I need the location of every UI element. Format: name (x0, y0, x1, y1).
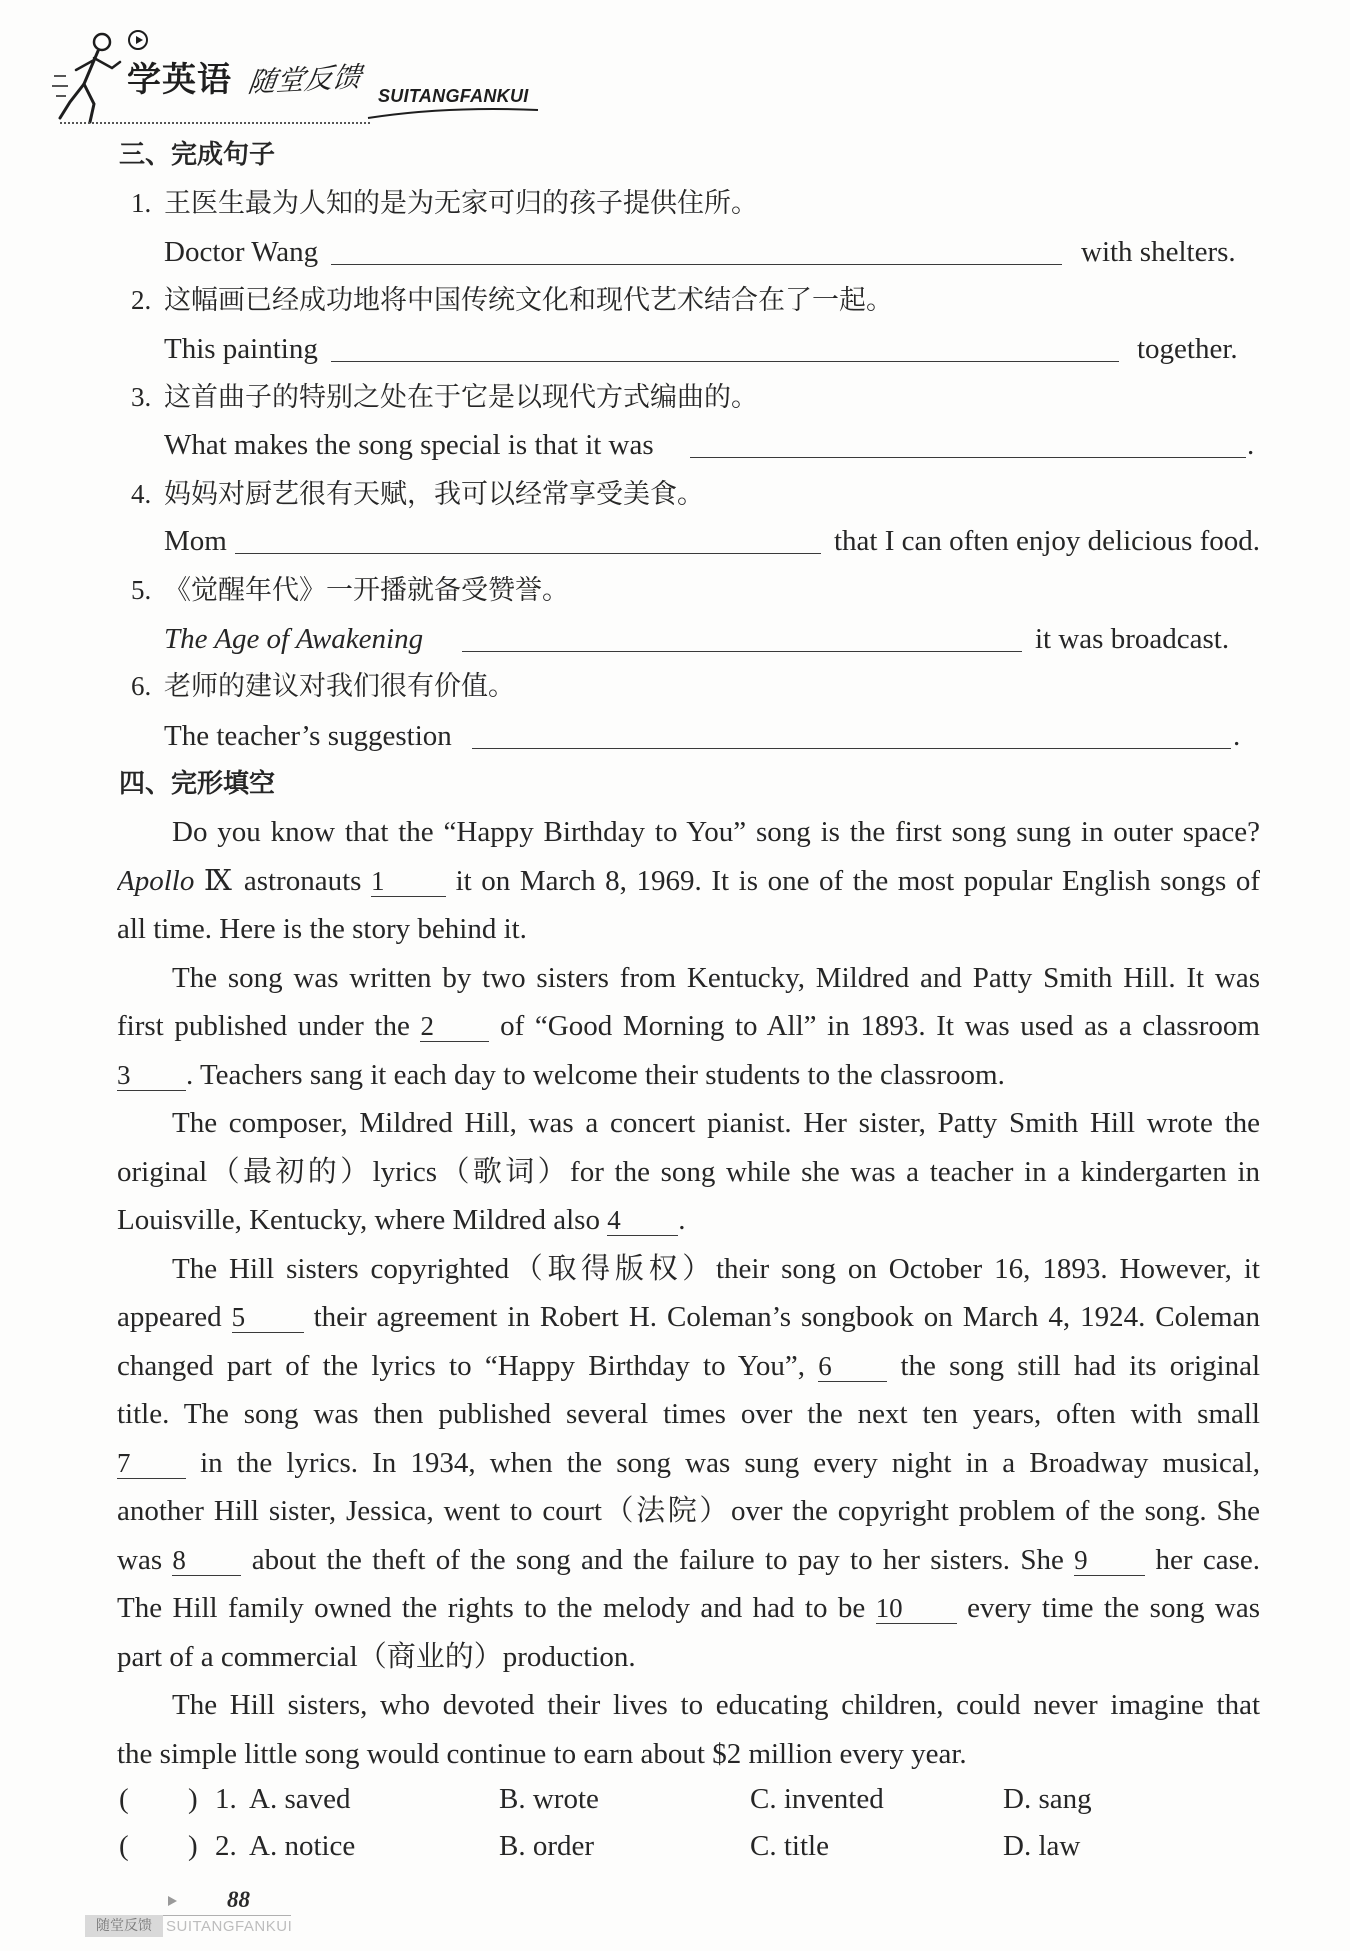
brand-pinyin: SUITANGFANKUI (378, 86, 529, 106)
item-2-chinese (0, 280, 1350, 320)
passage-line (117, 1390, 1260, 1439)
passage-line (117, 857, 1260, 906)
item-5-english (0, 619, 1350, 659)
chinese-sentence: 这幅画已经成功地将中国传统文化和现代艺术结合在了一起。 (164, 285, 893, 315)
sentence-tail: with shelters. (1081, 236, 1236, 268)
arrow-icon (168, 1896, 177, 1906)
passage-line (117, 1487, 1260, 1536)
option-row-1 (0, 1779, 1350, 1819)
item-number: 6. (131, 671, 152, 701)
sentence-tail: . (1247, 429, 1255, 461)
sentence-lead: The teacher’s suggestion (164, 720, 452, 752)
chinese-sentence: 这首曲子的特别之处在于它是以现代方式编曲的。 (164, 382, 758, 412)
chinese-sentence: 妈妈对厨艺很有天赋，我可以经常享受美食。 (164, 479, 704, 509)
passage-line (117, 1245, 1260, 1294)
passage-text: . Teachers sang it each day to welcome their students to the classroom. (186, 1058, 1005, 1091)
cloze-blank-6: 6 (818, 1351, 887, 1382)
swoosh-decoration (366, 104, 541, 122)
answer-paren-open: ( (119, 1783, 129, 1815)
page-number: 88 (227, 1887, 250, 1912)
answer-blank (462, 651, 1022, 652)
passage-text: every time the song was (956, 1592, 1260, 1624)
footer-rule (163, 1915, 291, 1916)
header-dotted-divider (60, 122, 370, 124)
item-number: 2. (131, 285, 152, 315)
sentence-tail: that I can often enjoy delicious food. (834, 525, 1261, 557)
passage-line (117, 1681, 1260, 1730)
passage-text: her case. (1145, 1543, 1260, 1576)
passage-text: Do you know that the “Happy Birthday to You” song is the first song sung in outer space? (172, 816, 1260, 848)
passage-text: the song still had its original (887, 1349, 1260, 1382)
item-1-chinese (0, 183, 1350, 223)
passage-line (117, 1148, 1260, 1197)
sentence-tail: it was broadcast. (1035, 623, 1230, 655)
play-icon (128, 30, 148, 50)
item-number: 1. (131, 188, 152, 218)
choice-c: C. invented (750, 1783, 884, 1815)
passage-text: in the lyrics. In 1934, when the song was sung every night in a Broadway musical, (186, 1446, 1260, 1479)
passage-text: all time. Here is the story behind it. (117, 913, 527, 945)
passage-text: part of a commercial（商业的）production. (117, 1640, 636, 1673)
sentence-lead: This painting (164, 333, 318, 365)
passage-line (117, 1584, 1260, 1633)
passage-text: The Hill sisters copyrighted（取得版权）their song on October 16, 1893. However, it (172, 1252, 1260, 1285)
option-row-2 (0, 1826, 1350, 1866)
question-number: 1. (215, 1783, 237, 1815)
chinese-sentence: 《觉醒年代》一开播就备受赞誉。 (164, 575, 569, 605)
question-number: 2. (215, 1830, 237, 1862)
section-title: 三、完成句子 (119, 140, 276, 170)
answer-blank (331, 264, 1062, 265)
passage-text: original（最初的）lyrics（歌词）for the song while she was a teacher in a kindergarten in (117, 1155, 1260, 1188)
passage-text: of “Good Morning to All” in 1893. It was used as a classroom (489, 1010, 1260, 1042)
choice-a: A. notice (249, 1830, 356, 1862)
passage-line (117, 1099, 1260, 1148)
brand-sub: 随堂反馈 (246, 60, 364, 100)
answer-blank (235, 553, 821, 554)
item-3-chinese (0, 377, 1350, 417)
passage-line (117, 1730, 1260, 1779)
passage-text: The Hill family owned the rights to the melody and had to be (117, 1592, 876, 1624)
section-title: 四、完形填空 (119, 769, 276, 799)
item-6-english (0, 716, 1350, 756)
answer-paren-close: ) (188, 1783, 198, 1815)
cloze-blank-3: 3 (117, 1060, 186, 1091)
passage-text: about the theft of the song and the failure to pay to her sisters. She (241, 1543, 1075, 1576)
sentence-lead: Mom (164, 525, 227, 557)
passage-line (117, 1342, 1260, 1391)
cloze-blank-5: 5 (232, 1302, 304, 1333)
passage-paragraph (117, 1681, 1260, 1778)
footer-brand-box (85, 1915, 163, 1937)
cloze-blank-8: 8 (172, 1545, 241, 1576)
passage-line (117, 1633, 1260, 1682)
cloze-blank-9: 9 (1074, 1545, 1145, 1576)
item-5-chinese (0, 570, 1350, 610)
passage-text: appeared (117, 1301, 232, 1333)
passage-text: The composer, Mildred Hill, was a concert pianist. Her sister, Patty Smith Hill wrote the (172, 1107, 1260, 1139)
cloze-blank-10: 10 (876, 1593, 957, 1624)
answer-paren-close: ) (188, 1830, 198, 1862)
answer-blank (472, 748, 1231, 749)
passage-text: the simple little song would continue to earn about $2 million every year. (117, 1737, 967, 1770)
sentence-lead: The Age of Awakening (164, 623, 424, 655)
passage-text: The song was written by two sisters from Kentucky, Mildred and Patty Smith Hill. It was (172, 961, 1260, 994)
passage-line (117, 1196, 1260, 1245)
passage-paragraph (117, 1245, 1260, 1682)
sentence-tail: together. (1137, 333, 1238, 365)
passage-text: their agreement in Robert H. Coleman’s songbook on March 4, 1924. Coleman (303, 1301, 1260, 1333)
item-1-english (0, 232, 1350, 272)
section-4-heading (0, 764, 1350, 804)
item-4-english (0, 521, 1350, 561)
chinese-sentence: 王医生最为人知的是为无家可归的孩子提供住所。 (164, 188, 758, 218)
footer-brand: 随堂反馈 (96, 1918, 152, 1934)
passage-text: The Hill sisters, who devoted their lives to educating children, could never imagine that (172, 1689, 1260, 1721)
sentence-lead: Doctor Wang (164, 236, 319, 268)
item-number: 3. (131, 382, 152, 412)
passage-text: title. The song was then published several times over the next ten years, often with small (117, 1398, 1260, 1430)
passage-line (117, 808, 1260, 857)
passage-line (117, 1051, 1260, 1100)
footer-pinyin: SUITANGFANKUI (166, 1918, 293, 1935)
italic-title: Apollo (117, 864, 195, 897)
cloze-blank-4: 4 (607, 1205, 678, 1236)
choice-b: B. order (499, 1830, 595, 1862)
cloze-blank-2: 2 (420, 1011, 489, 1042)
sentence-tail: . (1233, 720, 1241, 752)
chinese-sentence: 老师的建议对我们很有价值。 (164, 671, 515, 701)
passage-line (117, 905, 1260, 954)
choice-a: A. saved (249, 1783, 351, 1815)
passage-line (117, 1536, 1260, 1585)
passage-paragraph (117, 1099, 1260, 1245)
passage-text: Ⅸ astronauts (194, 864, 372, 897)
passage-text: . (678, 1204, 686, 1236)
passage-line (117, 954, 1260, 1003)
item-6-chinese (0, 666, 1350, 706)
item-3-english (0, 425, 1350, 465)
passage-text: it on March 8, 1969. It is one of the most popular English songs of (446, 864, 1260, 897)
cloze-passage (117, 808, 1260, 1778)
item-4-chinese (0, 474, 1350, 514)
passage-paragraph (117, 954, 1260, 1100)
answer-blank (690, 457, 1246, 458)
cloze-blank-1: 1 (371, 866, 446, 897)
mascot-icon (50, 28, 130, 126)
choice-b: B. wrote (499, 1783, 599, 1815)
answer-blank (331, 361, 1119, 362)
choice-c: C. title (750, 1830, 829, 1862)
passage-text: first published under the (117, 1010, 421, 1042)
passage-paragraph (117, 808, 1260, 954)
item-2-english (0, 329, 1350, 369)
passage-text: was (117, 1543, 173, 1576)
answer-paren-open: ( (119, 1830, 129, 1862)
sentence-lead: What makes the song special is that it was (164, 429, 654, 461)
choice-d: D. law (1003, 1830, 1081, 1862)
passage-text: another Hill sister, Jessica, went to court（法院）over the copyright problem of the song. She (117, 1495, 1260, 1527)
section-3-heading (0, 135, 1350, 175)
passage-line (117, 1002, 1260, 1051)
passage-text: Louisville, Kentucky, where Mildred also (117, 1204, 608, 1236)
item-number: 5. (131, 575, 152, 605)
header (0, 0, 700, 135)
item-number: 4. (131, 479, 152, 509)
passage-line (117, 1439, 1260, 1488)
passage-text: changed part of the lyrics to “Happy Birthday to You”, (117, 1349, 819, 1382)
passage-line (117, 1293, 1260, 1342)
cloze-blank-7: 7 (117, 1448, 186, 1479)
brand-main: 学英语 (127, 60, 232, 100)
choice-d: D. sang (1003, 1783, 1092, 1815)
